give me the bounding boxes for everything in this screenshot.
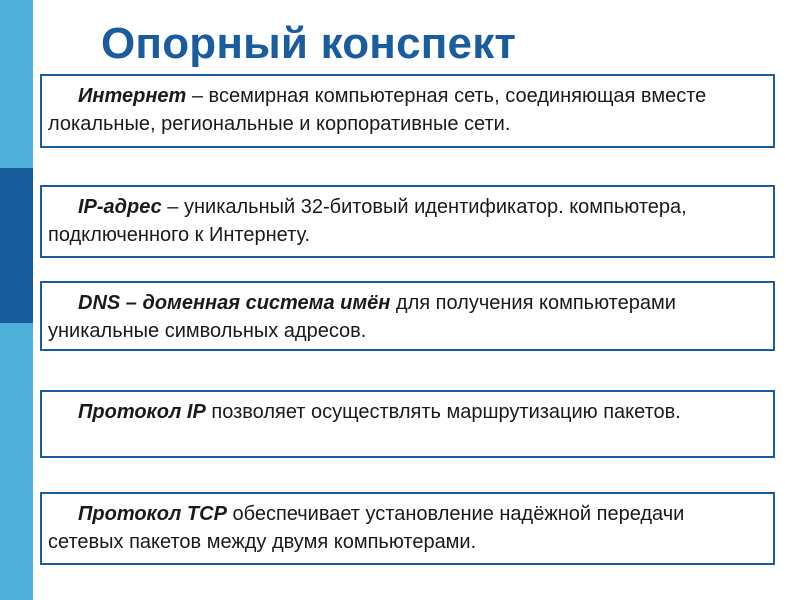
sidebar-accent-middle [0, 168, 33, 323]
definition-text: для получения компьютерами уникальные символьных адресов. [48, 292, 676, 342]
sidebar-accent-top [0, 0, 33, 168]
definition-text: позволяет осуществлять маршрутизацию пакетов. [205, 401, 681, 423]
term-label: DNS – доменная система имён [78, 292, 391, 314]
sidebar-accent-bottom [0, 323, 33, 600]
definition-card-ip-protocol [40, 390, 775, 458]
definition-card-dns [40, 281, 775, 351]
definition-card-tcp-protocol [40, 492, 775, 565]
definition-card-internet [40, 74, 775, 148]
definition-card-ip-address [40, 185, 775, 258]
definition-text: – уникальный 32-битовый идентификатор. компьютера, подключенного к Интернету. [48, 196, 687, 246]
term-label: Протокол IP [78, 401, 206, 423]
slide-title: Опорный конспект [101, 19, 517, 68]
term-label: Интернет [78, 85, 187, 107]
term-label: Протокол TCP [78, 503, 227, 525]
definition-text: обеспечивает установление надёжной передачи сетевых пакетов между двумя компьютерами. [48, 503, 685, 553]
term-label: IP-адрес [78, 196, 162, 218]
definition-text: – всемирная компьютерная сеть, соединяющая вместе локальные, региональные и корпоративные сети. [48, 85, 707, 135]
